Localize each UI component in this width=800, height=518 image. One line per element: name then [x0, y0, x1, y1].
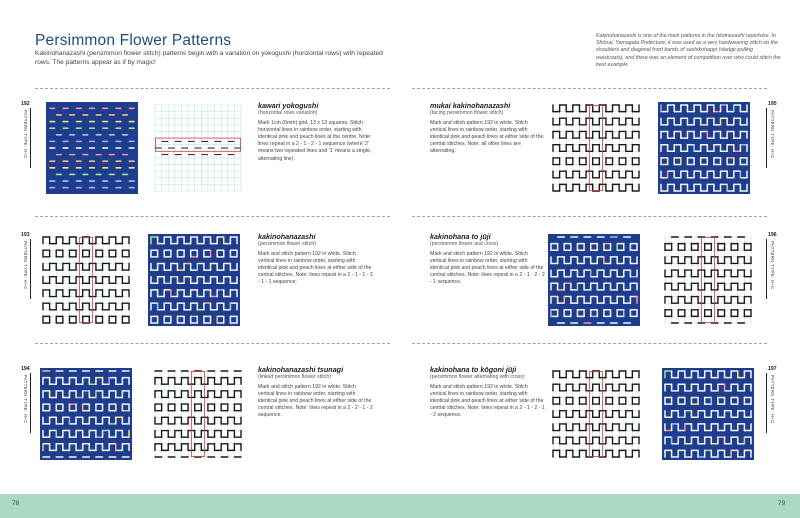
label-rule — [766, 239, 767, 299]
pattern-description — [258, 366, 373, 420]
pattern-type-label: PATTERN TYPE: H+C — [770, 375, 775, 424]
pattern-number: 197 — [768, 366, 777, 372]
pattern-subtitle: (persimmon flower and cross) — [430, 241, 499, 247]
sample-192-svg — [46, 102, 138, 194]
diagram-194-svg — [152, 368, 244, 460]
pattern-description — [430, 366, 545, 420]
pattern-type-label: PATTERN TYPE: H+C — [23, 241, 28, 290]
label-rule — [30, 239, 31, 299]
sample-194-svg — [40, 368, 132, 460]
divider — [412, 216, 767, 217]
pattern-number: 193 — [21, 232, 30, 238]
intro-text: Kakinohanazashi (persimmon flower stitch) patterns begin with a variation on yokogushi (horizontal rows) with repeated rows. The patterns appear as if by magic! — [35, 50, 383, 66]
divider — [35, 343, 390, 344]
pattern-description — [258, 102, 373, 163]
label-rule — [766, 108, 767, 168]
sample-195-svg — [658, 102, 750, 194]
side-intro-text: Kakinohanazashi is one of the main patterns in the hitomezashi repertoire. In Shōnai, Yamagata Prefecture, it was used as a very hardwearing stitch on the shoulders and diagonal front bands of sashikohappi (sledge-pulling waistcoats), and there was an element of competition over who could stitch the best example. — [596, 33, 781, 68]
sample-193-svg — [148, 234, 240, 326]
pattern-name: kakinohana to kōgoni jūji — [430, 365, 517, 374]
label-rule — [30, 108, 31, 168]
stitch-diagram — [40, 234, 132, 326]
page-number-right: 79 — [778, 500, 786, 507]
divider — [35, 216, 390, 217]
page-title: Persimmon Flower Patterns — [35, 32, 232, 49]
diagram-197-svg — [550, 368, 642, 460]
pattern-instructions: Mark and stitch pattern 192 in white. Stitch vertical lines in rainbow order, starting with identical pink and peach lines at either side of the central stitches. Note: lines repeat in a 2 - 1 - 2 - 1 - 2 sequence. — [430, 384, 545, 419]
divider — [412, 88, 767, 89]
pattern-type-label: PATTERN TYPE: H+C — [23, 110, 28, 159]
pattern-name: kakinohanazashi — [258, 232, 316, 241]
sample-stitched — [658, 102, 750, 194]
sample-196-svg — [548, 234, 640, 326]
pattern-instructions: Mark and stitch pattern 192 in white. Stitch vertical lines in rainbow order, starting with identical pink and peach lines at either side of the central stitches. Note: lines repeat in a 2 - 2 - 1 - 2 sequence. — [258, 384, 373, 419]
stitch-diagram — [550, 102, 642, 194]
diagram-193-svg — [40, 234, 132, 326]
pattern-subtitle: (persimmon flower alternating with cross) — [430, 374, 525, 380]
pattern-instructions: Mark and stitch pattern 192 in white. Stitch vertical lines in rainbow order, starting with identical pink and peach lines at either side of the central stitches. Note: lines repeat in a 2 - 1 - 1 - 2 - 1 - 1 sequence. — [258, 251, 373, 286]
stitch-diagram — [662, 234, 754, 326]
pattern-instructions: Mark and stitch pattern 192 in white. Stitch vertical lines in rainbow order, starting with identical pink and peach lines at either side of the central stitches. Note: all other lines are alternating. — [430, 120, 544, 155]
stitch-diagram — [550, 368, 642, 460]
page-number-left: 78 — [12, 500, 20, 507]
pattern-instructions: Mark and stitch pattern 192 in white. Stitch vertical lines in rainbow order, starting with identical pink and peach lines at either side of the central stitches. Note: lines repeat in a 2 - 1 - 2 - 2 - 1 sequence. — [430, 251, 545, 286]
pattern-name: kakinohanazashi tsunagi — [258, 365, 344, 374]
stitch-diagram — [152, 368, 244, 460]
pattern-subtitle: (horizontal rows variation) — [258, 110, 318, 116]
sample-stitched — [46, 102, 138, 194]
footer-band — [0, 494, 800, 518]
pattern-subtitle: (persimmon flower stitch) — [258, 241, 316, 247]
pattern-name: kawari yokogushi — [258, 101, 319, 110]
pattern-description — [430, 233, 545, 287]
sample-197-svg — [662, 368, 754, 460]
pattern-subtitle: (facing persimmon flower stitch) — [430, 110, 504, 116]
pattern-name: kakinohana to jūji — [430, 232, 491, 241]
pattern-name: mukai kakinohanazashi — [430, 101, 511, 110]
pattern-number: 196 — [768, 232, 777, 238]
pattern-number: 195 — [768, 101, 777, 107]
sample-stitched — [40, 368, 132, 460]
pattern-number: 192 — [21, 101, 30, 107]
sample-stitched — [662, 368, 754, 460]
left-page — [0, 0, 400, 494]
sample-stitched — [548, 234, 640, 326]
label-rule — [30, 373, 31, 433]
divider — [35, 88, 390, 89]
pattern-description — [258, 233, 373, 287]
pattern-subtitle: (linked persimmon flower stitch) — [258, 374, 331, 380]
right-page — [400, 0, 800, 494]
diagram-192-svg — [152, 102, 244, 194]
pattern-instructions: Mark 1cm (6mm) grid, 13 x 13 squares. Stitch horizontal lines in rainbow order, starting with identical pink and peach lines at the centre. Note: lines repeat in a 2 - 1 - 2 - 1 sequence (where '2' means two repeated lines and '1' means a single, alternating line). — [258, 120, 372, 162]
sample-stitched — [148, 234, 240, 326]
pattern-description — [430, 102, 545, 156]
diagram-195-svg — [550, 102, 642, 194]
pattern-type-label: PATTERN TYPE: H+C — [23, 375, 28, 424]
stitch-diagram — [152, 102, 244, 194]
pattern-type-label: PATTERN TYPE: H+C — [770, 241, 775, 290]
label-rule — [766, 373, 767, 433]
diagram-196-svg — [662, 234, 754, 326]
pattern-type-label: PATTERN TYPE: H+C — [770, 110, 775, 159]
divider — [412, 343, 767, 344]
pattern-number: 194 — [21, 366, 30, 372]
